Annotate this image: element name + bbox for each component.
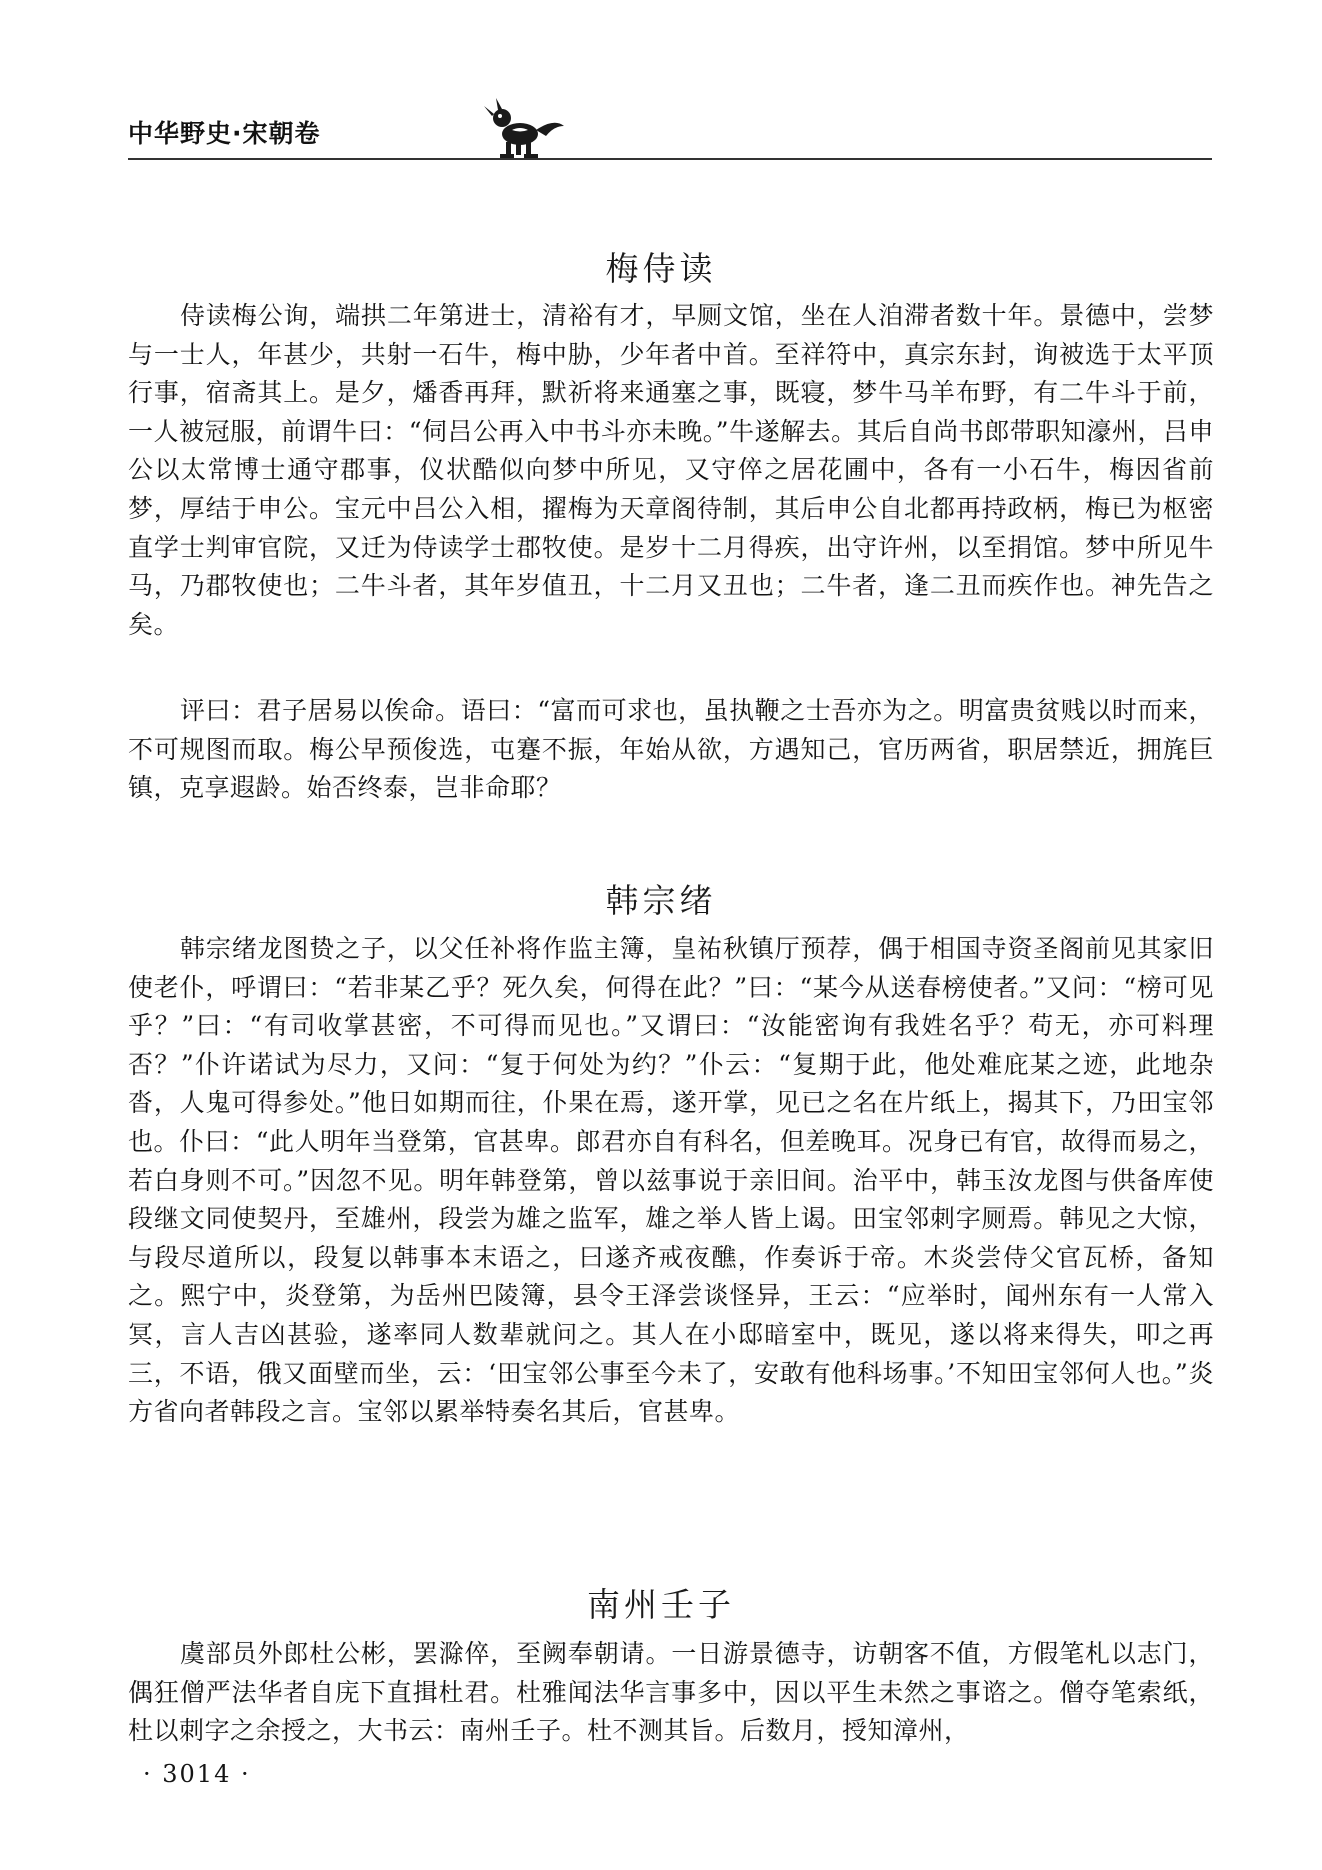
running-header [128, 96, 568, 166]
page-number: · 3014 · [143, 1760, 251, 1788]
paragraph-mei-1: 侍读梅公询，端拱二年第进士，清裕有才，早厕文馆，坐在人洎滞者数十年。景德中，尝梦与一士人，年甚少，共射一石牛，梅中胁，少年者中首。至祥符中，真宗东封，询被选于太平顶行事，宿斋其上。是夕，燔香再拜，默祈将来通塞之事，既寝，梦牛马羊布野，有二牛斗于前，一人被冠服，前谓牛曰：“伺吕公再入中书斗亦未晚。”牛遂解去。其后自尚书郎带职知濠州，吕申公以太常博士通守郡事，仪状酷似向梦中所见，又守倅之居花圃中，各有一小石牛，梅因省前梦，厚结于申公。宝元中吕公入相，擢梅为天章阁待制，其后申公自北都再持政柄，梅已为枢密直学士判审官院，又迁为侍读学士郡牧使。是岁十二月得疾，出守许州，以至捐馆。梦中所见牛马，乃郡牧使也；二牛斗者，其年岁值丑，十二月又丑也；二牛者，逢二丑而疾作也。神先告之矣。 [128, 301, 1214, 639]
paragraph-nanzhou-1: 虞部员外郎杜公彬，罢滁倅，至阙奉朝请。一日游景德寺，访朝客不值，方假笔札以志门，偶狂僧严法华者自庑下直揖杜君。杜雅闻法华言事多中，因以平生未然之事谘之。僧夺笔索纸，杜以刺字之余授之，大书云：南州壬子。杜不测其旨。后数月，授知漳州， [128, 1639, 1214, 1746]
paragraph-mei-2: 评曰：君子居易以俟命。语曰：“富而可求也，虽执鞭之士吾亦为之。明富贵贫贱以时而来，不可规图而取。梅公早预俊选，屯蹇不振，年始从欲，方遇知己，官历两省，职居禁近，拥旄巨镇，克享遐龄。始否终泰，岂非命耶？ [128, 696, 1214, 803]
paragraph-han-1: 韩宗绪龙图贽之子，以父任补将作监主簿，皇祐秋镇厅预荐，偶于相国寺资圣阁前见其家旧使老仆，呼谓曰：“若非某乙乎？死久矣，何得在此？”曰：“某今从送春榜使者。”又问：“榜可见乎？”曰：“有司收掌甚密，不可得而见也。”又谓曰：“汝能密询有我姓名乎？苟无，亦可料理否？”仆许诺试为尽力，又问：“复于何处为约？”仆云：“复期于此，他处难庇某之迹，此地杂沓，人鬼可得参处。”他日如期而往，仆果在焉，遂开掌，见已之名在片纸上，揭其下，乃田宝邻也。仆曰：“此人明年当登第，官甚卑。郎君亦自有科名，但差晚耳。况身已有官，故得而易之，若白身则不可。”因忽不见。明年韩登第，曾以兹事说于亲旧间。治平中，韩玉汝龙图与供备库使段继文同使契丹，至雄州，段尝为雄之监军，雄之举人皆上谒。田宝邻刺字厕焉。韩见之大惊，与段尽道所以，段复以韩事本末语之，曰遂齐戒夜醮，作奏诉于帝。木炎尝侍父官瓦桥，备知之。熙宁中，炎登第，为岳州巴陵簿，县令王泽尝谈怪异，王云：“应举时，闻州东有一人常入冥，言人吉凶甚验，遂率同人数辈就问之。其人在小邸暗室中，既见，遂以将来得失，叩之再三，不语，俄又面壁而坐，云：‘田宝邻公事至今未了，安敢有他科场事。’不知田宝邻何人也。”炎方省向者韩段之言。宝邻以累举特奏名其后，官甚卑。 [128, 934, 1214, 1427]
section-title-han-zongxu: 韩宗绪 [605, 881, 717, 921]
header-rule [128, 158, 1212, 160]
section-title-mei-shidu: 梅侍读 [605, 249, 717, 289]
section-title-nanzhou-renzi: 南州壬子 [587, 1585, 735, 1625]
dragon-emblem-icon [480, 96, 568, 162]
running-title: 中华野史·宋朝卷 [128, 119, 321, 148]
